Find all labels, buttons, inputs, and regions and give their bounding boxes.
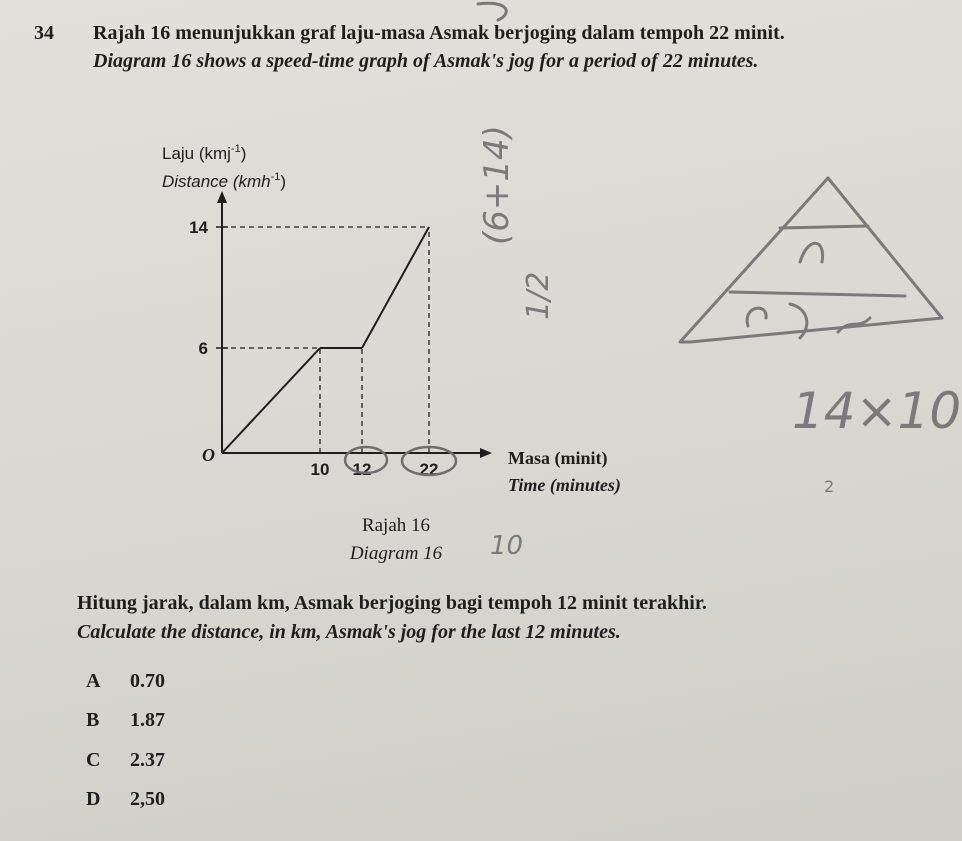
option-c-value: 2.37 <box>130 749 165 771</box>
option-a-value: 0.70 <box>130 670 165 692</box>
y-axis-arrow <box>217 191 227 203</box>
handwritten-trapezium-mid2 <box>730 292 905 296</box>
question-prompt-english: Calculate the distance, in km, Asmak's jog for the last 12 minutes. <box>77 621 621 643</box>
y-tick-label-6: 6 <box>198 339 208 358</box>
option-b[interactable] <box>86 709 165 732</box>
x-tick-label-22: 22 <box>419 460 439 479</box>
option-a-letter: A <box>86 670 101 692</box>
y-axis-label-english: Distance (kmh$^{-1}$) <box>162 171 287 191</box>
y-axis-label-malay: Laju (kmj$^{-1}$) <box>162 143 247 163</box>
option-c[interactable] <box>86 749 165 772</box>
option-d-value: 2,50 <box>130 788 165 810</box>
x-tick-label-10: 10 <box>310 460 330 479</box>
x-axis-label-malay: Masa (minit) <box>508 448 608 468</box>
question-prompt-malay: Hitung jarak, dalam km, Asmak berjoging bagi tempoh 12 minit terakhir. <box>77 592 707 614</box>
speed-segment-1 <box>222 348 320 453</box>
x-axis-arrow <box>480 448 492 458</box>
option-b-letter: B <box>86 709 100 731</box>
x-axis-label-english: Time (minutes) <box>508 475 621 495</box>
handwritten-expression-text: (6+14) <box>477 125 517 245</box>
option-d-letter: D <box>86 788 101 810</box>
question-intro-english: Diagram 16 shows a speed-time graph of Asmak's jog for a period of 22 minutes. <box>93 50 759 72</box>
handwritten-trapezium <box>680 178 942 342</box>
x-tick-label-12: 12 <box>352 460 372 479</box>
y-tick-label-14: 14 <box>189 218 208 237</box>
handwritten-curve <box>478 3 506 20</box>
diagram-caption-malay: Rajah 16 <box>361 515 431 536</box>
option-a[interactable] <box>86 670 165 693</box>
option-b-value: 1.87 <box>130 709 165 731</box>
handwritten-trapezium-mid <box>780 226 868 228</box>
handwritten-product: 14×10 <box>792 382 962 440</box>
chart-marks <box>189 218 438 479</box>
handwritten-mark-2 <box>747 304 870 338</box>
handwritten-half-text: 1/2 <box>521 271 556 320</box>
option-d[interactable] <box>86 788 165 811</box>
question-number: 34 <box>34 22 54 44</box>
speed-segment-3 <box>362 227 429 348</box>
question-intro-malay: Rajah 16 menunjukkan graf laju-masa Asmak berjoging dalam tempoh 22 minit. <box>93 22 785 44</box>
handwritten-two: 2 <box>824 477 835 496</box>
handwritten-ten: 10 <box>490 531 524 561</box>
handwritten-mark-1 <box>800 243 823 262</box>
speed-time-graph <box>150 135 670 495</box>
option-c-letter: C <box>86 749 101 771</box>
origin-label: O <box>202 445 215 465</box>
diagram-caption-english: Diagram 16 <box>349 543 443 564</box>
